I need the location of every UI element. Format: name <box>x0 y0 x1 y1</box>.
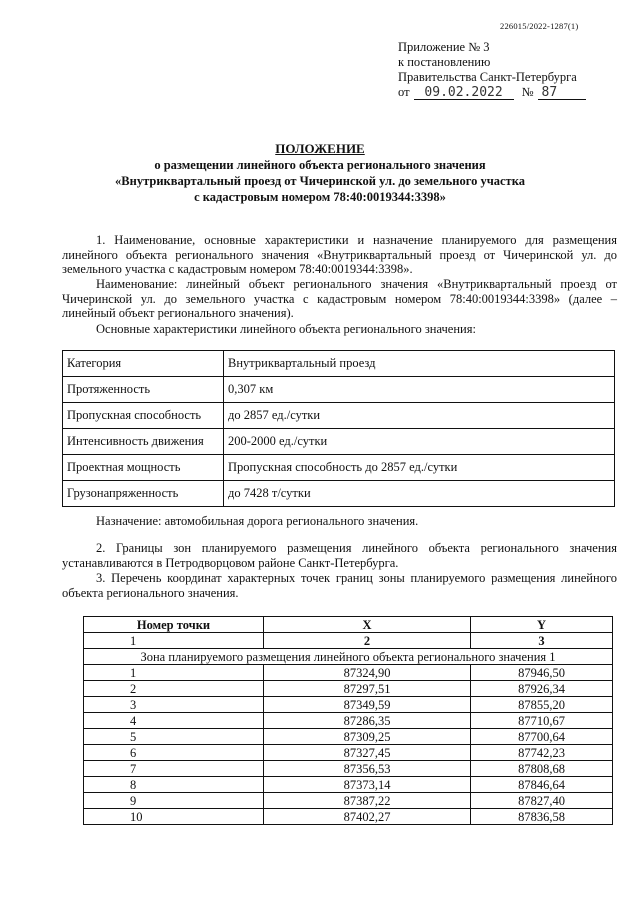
characteristic-value: Пропускная способность до 2857 ед./сутки <box>224 455 615 481</box>
y-coordinate: 87946,50 <box>471 665 613 681</box>
coords-row <box>84 761 613 777</box>
document-title <box>0 141 640 205</box>
characteristic-value: до 2857 ед./сутки <box>224 403 615 429</box>
appendix-block <box>398 40 586 100</box>
characteristics-row <box>63 351 615 377</box>
characteristics-table <box>62 350 615 507</box>
characteristic-name: Категория <box>63 351 224 377</box>
coords-row <box>84 729 613 745</box>
characteristics-row <box>63 455 615 481</box>
title-line-2: о размещении линейного объекта регионального значения <box>154 158 486 172</box>
coords-row <box>84 745 613 761</box>
characteristic-name: Проектная мощность <box>63 455 224 481</box>
section-1-name-paragraph: Наименование: линейный объект регионального значения «Внутриквартальный проезд от Чичеринской ул. до земельного участка с кадастровым номером 78:40:0019344:3398» (далее – линейный объект регионального значения). <box>62 277 617 320</box>
y-coordinate: 87926,34 <box>471 681 613 697</box>
x-coordinate: 87373,14 <box>264 777 471 793</box>
y-coordinate: 87700,64 <box>471 729 613 745</box>
y-coordinate: 87827,40 <box>471 793 613 809</box>
column-number-3: 3 <box>471 633 613 649</box>
appendix-line-1: Приложение № 3 <box>398 40 490 54</box>
point-number: 5 <box>84 729 264 745</box>
coords-row <box>84 777 613 793</box>
coords-row <box>84 793 613 809</box>
point-number: 9 <box>84 793 264 809</box>
document-id: 226015/2022-1287(1) <box>500 21 579 31</box>
coords-header-row <box>84 617 613 633</box>
header-y: Y <box>471 617 613 633</box>
coords-column-numbers-row <box>84 633 613 649</box>
characteristic-value: Внутриквартальный проезд <box>224 351 615 377</box>
header-x: X <box>264 617 471 633</box>
coordinates-table <box>83 616 613 825</box>
section-2-paragraph: 2. Границы зон планируемого размещения линейного объекта регионального значения устанавливаются в Петродворцовом районе Санкт-Петербурга. <box>62 541 617 570</box>
characteristic-name: Протяженность <box>63 377 224 403</box>
y-coordinate: 87742,23 <box>471 745 613 761</box>
characteristics-row <box>63 429 615 455</box>
point-number: 6 <box>84 745 264 761</box>
coords-zone-row <box>84 649 613 665</box>
header-point-number: Номер точки <box>84 617 264 633</box>
point-number: 4 <box>84 713 264 729</box>
point-number: 7 <box>84 761 264 777</box>
appendix-date-row <box>398 85 586 100</box>
y-coordinate: 87846,64 <box>471 777 613 793</box>
x-coordinate: 87297,51 <box>264 681 471 697</box>
date-prefix: от <box>398 85 410 99</box>
x-coordinate: 87327,45 <box>264 745 471 761</box>
point-number: 8 <box>84 777 264 793</box>
y-coordinate: 87808,68 <box>471 761 613 777</box>
coords-row <box>84 713 613 729</box>
characteristics-row <box>63 481 615 507</box>
x-coordinate: 87324,90 <box>264 665 471 681</box>
column-number-1: 1 <box>84 633 264 649</box>
title-heading: ПОЛОЖЕНИЕ <box>275 141 365 156</box>
title-line-4: с кадастровым номером 78:40:0019344:3398» <box>194 190 446 204</box>
coords-row <box>84 681 613 697</box>
appendix-line-3: Правительства Санкт-Петербурга <box>398 70 577 84</box>
characteristic-name: Грузонапряженность <box>63 481 224 507</box>
x-coordinate: 87309,25 <box>264 729 471 745</box>
x-coordinate: 87356,53 <box>264 761 471 777</box>
y-coordinate: 87836,58 <box>471 809 613 825</box>
appendix-line-2: к постановлению <box>398 55 491 69</box>
title-line-3: «Внутриквартальный проезд от Чичеринской ул. до земельного участка <box>115 174 525 188</box>
characteristics-row <box>63 377 615 403</box>
y-coordinate: 87855,20 <box>471 697 613 713</box>
x-coordinate: 87349,59 <box>264 697 471 713</box>
x-coordinate: 87286,35 <box>264 713 471 729</box>
section-3-paragraph: 3. Перечень координат характерных точек границ зоны планируемого размещения линейного объекта регионального значения. <box>62 571 617 600</box>
number-value: 87 <box>538 86 586 100</box>
characteristic-value: 200-2000 ед./сутки <box>224 429 615 455</box>
coords-row <box>84 665 613 681</box>
section-1-characteristics-intro: Основные характеристики линейного объекта регионального значения: <box>96 322 476 336</box>
x-coordinate: 87387,22 <box>264 793 471 809</box>
coords-row <box>84 697 613 713</box>
point-number: 2 <box>84 681 264 697</box>
characteristic-name: Пропускная способность <box>63 403 224 429</box>
coords-row <box>84 809 613 825</box>
characteristics-row <box>63 403 615 429</box>
date-value: 09.02.2022 <box>414 86 514 100</box>
x-coordinate: 87402,27 <box>264 809 471 825</box>
point-number: 3 <box>84 697 264 713</box>
purpose-text: Назначение: автомобильная дорога регионального значения. <box>96 514 419 528</box>
column-number-2: 2 <box>264 633 471 649</box>
characteristic-value: 0,307 км <box>224 377 615 403</box>
y-coordinate: 87710,67 <box>471 713 613 729</box>
point-number: 10 <box>84 809 264 825</box>
section-1-paragraph: 1. Наименование, основные характеристики и назначение планируемого для размещения линейного объекта регионального значения «Внутриквартальный проезд от Чичеринской ул. до земельного участка с кадастровым номером 78:40:0019344:3398». <box>62 233 617 276</box>
characteristic-value: до 7428 т/сутки <box>224 481 615 507</box>
number-label: № <box>521 85 534 99</box>
zone-label: Зона планируемого размещения линейного объекта регионального значения 1 <box>84 649 613 665</box>
point-number: 1 <box>84 665 264 681</box>
characteristic-name: Интенсивность движения <box>63 429 224 455</box>
